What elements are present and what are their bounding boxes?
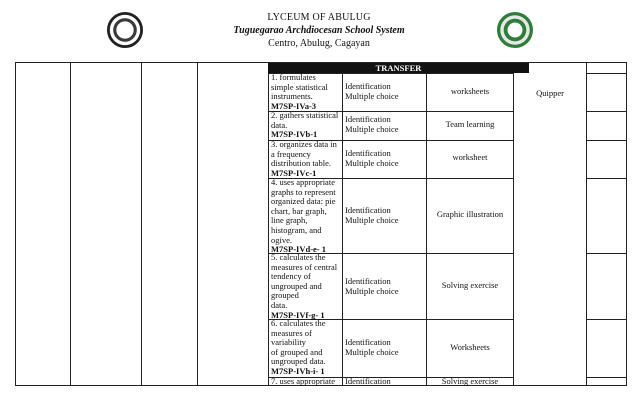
row-divider — [586, 377, 627, 378]
activity-cell: Worksheets — [450, 342, 490, 352]
school-system-name: Tuguegarao Archdiocesan School System — [233, 25, 405, 36]
column-divider — [70, 63, 71, 385]
activity-cell: worksheet — [452, 152, 488, 162]
competency-text: 7. uses appropriate — [271, 376, 335, 386]
competency-code: M7SP-IVf-g- 1 — [271, 309, 325, 320]
row-divider — [586, 111, 627, 112]
competency-cell — [271, 111, 341, 140]
document-header — [0, 0, 638, 60]
assessment-cell: Identification Multiple choice — [345, 337, 399, 357]
assessment-cell: Identification — [345, 376, 391, 386]
column-divider — [513, 63, 514, 385]
school-address: Centro, Abulug, Cagayan — [268, 38, 370, 49]
row-divider — [586, 178, 627, 179]
competency-code: M7SP-IVc-1 — [271, 167, 317, 178]
competency-text: 2. gathers statistical data. — [271, 110, 339, 130]
activity-cell: Solving exercise — [441, 376, 499, 386]
competency-code: M7SP-IVh-i- 1 — [271, 365, 325, 376]
competency-cell — [271, 377, 341, 387]
row-divider — [586, 319, 627, 320]
transfer-section-label: TRANSFER — [268, 63, 529, 73]
competency-text: 6. calculates the measures of variability of grouped and ungrouped data. — [271, 318, 326, 367]
row-divider — [586, 140, 627, 141]
competency-text: 3. organizes data in a frequency distribution table. — [271, 139, 337, 169]
assessment-cell: Identification Multiple choice — [345, 276, 399, 296]
curriculum-table — [15, 62, 627, 386]
activity-cell: Solving exercise — [441, 280, 499, 290]
activity-cell: Team learning — [445, 119, 495, 129]
column-divider — [197, 63, 198, 385]
activity-cell: worksheets — [450, 86, 490, 96]
activity-cell: Graphic illustration — [436, 209, 504, 219]
resource-cell: Quipper — [536, 88, 564, 98]
competency-text: 5. calculates the measures of central tendency of ungrouped and grouped data. — [271, 252, 338, 310]
competency-text: 1. formulates simple statistical instruments. — [271, 72, 328, 102]
row-divider — [586, 253, 627, 254]
competency-cell — [271, 253, 341, 320]
assessment-cell: Identification Multiple choice — [345, 114, 399, 134]
competency-cell — [271, 178, 341, 255]
column-divider — [141, 63, 142, 385]
assessment-cell: Identification Multiple choice — [345, 205, 399, 225]
competency-code: M7SP-IVd-e- 1 — [271, 244, 327, 255]
competency-cell — [271, 140, 341, 178]
competency-text: 4. uses appropriate graphs to represent organized data: pie chart, bar graph, line graph, histogram, and ogive. — [271, 177, 336, 245]
competency-cell — [271, 319, 341, 377]
assessment-cell: Identification Multiple choice — [345, 148, 399, 168]
row-divider — [586, 73, 627, 74]
school-name: LYCEUM OF ABULUG — [267, 12, 371, 23]
competency-code: M7SP-IVa-3 — [271, 100, 317, 111]
competency-code: M7SP-IVb-1 — [271, 129, 318, 140]
competency-cell — [271, 73, 341, 111]
assessment-cell: Identification Multiple choice — [345, 81, 399, 101]
